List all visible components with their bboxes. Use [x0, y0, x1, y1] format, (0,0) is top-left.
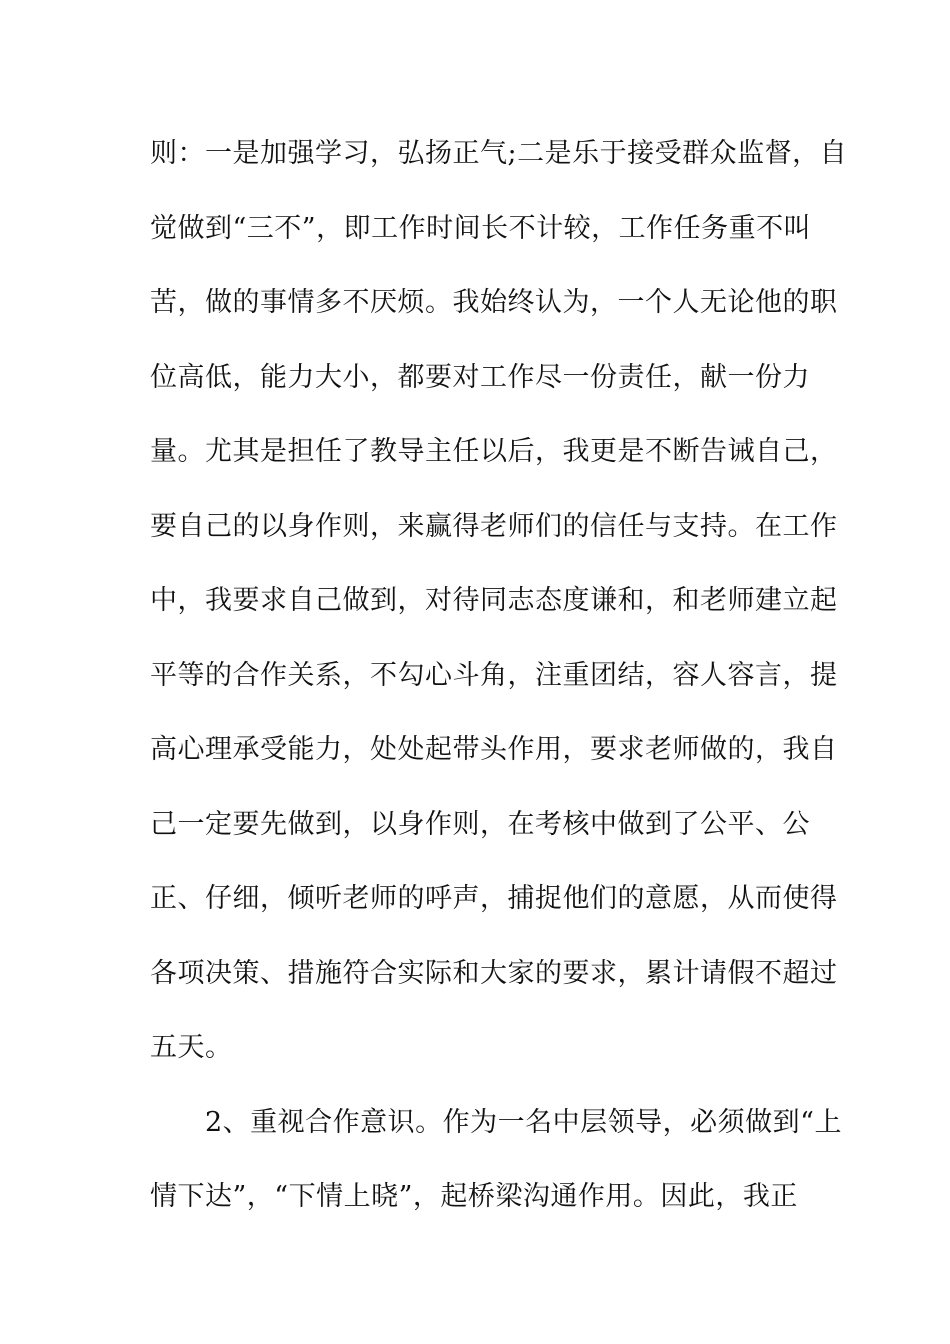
text-line: 则：一是加强学习，弘扬正气;二是乐于接受群众监督，自: [150, 138, 848, 169]
text-line: 五天。: [150, 1032, 233, 1063]
text-line: 中，我要求自己做到，对待同志态度谦和，和老师建立起: [150, 585, 838, 616]
text-line: 平等的合作关系，不勾心斗角，注重团结，容人容言，提: [150, 659, 838, 691]
text-line: 情下达”，“下情上晓”，起桥梁沟通作用。因此，我正: [150, 1181, 798, 1212]
text-line: 2、重视合作意识。作为一名中层领导，必须做到“上: [150, 1106, 842, 1138]
text-line: 己一定要先做到，以身作则，在考核中做到了公平、公: [150, 808, 810, 840]
text-line: 觉做到“三不”，即工作时间长不计较，工作任务重不叫: [150, 212, 812, 244]
text-line: 各项决策、措施符合实际和大家的要求，累计请假不超过: [150, 957, 838, 989]
body-text: [150, 127, 848, 1245]
text-line: 苦，做的事情多不厌烦。我始终认为，一个人无论他的职: [150, 287, 838, 318]
text-line: 位高低，能力大小，都要对工作尽一份责任，献一份力: [150, 361, 810, 393]
text-line: 量。尤其是担任了教导主任以后，我更是不断告诫自己，: [150, 436, 838, 467]
text-line: 高心理承受能力，处处起带头作用，要求老师做的，我自: [150, 734, 838, 765]
text-line: 要自己的以身作则，来赢得老师们的信任与支持。在工作: [150, 510, 838, 542]
text-line: 正、仔细，倾听老师的呼声，捕捉他们的意愿，从而使得: [150, 883, 838, 914]
